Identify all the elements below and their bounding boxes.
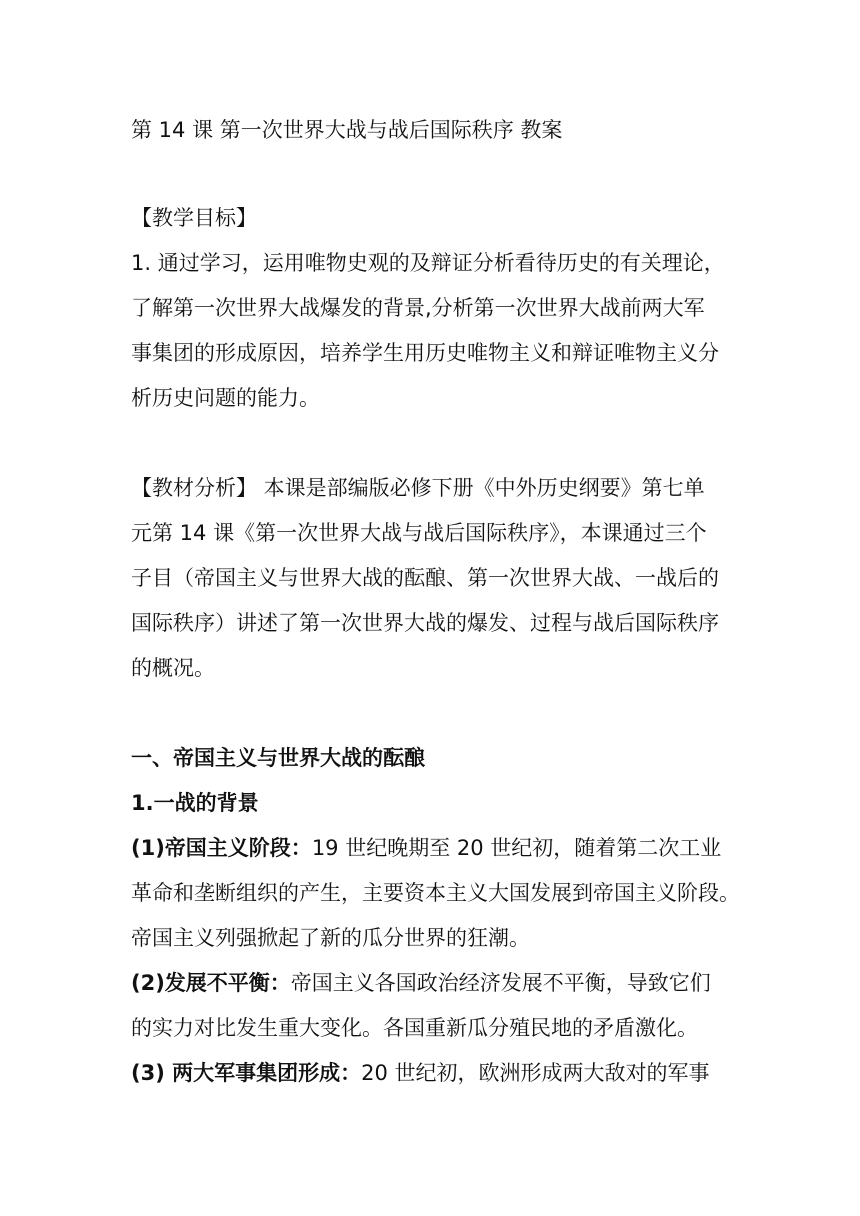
point-1-text: 帝国主义列强掀起了新的瓜分世界的狂潮。 [131,926,530,950]
analysis-line: 元第 14 课《第一次世界大战与战后国际秩序》，本课通过三个 [131,521,707,545]
analysis-heading: 【教材分析】 [131,476,257,500]
analysis-line: 的概况。 [131,656,215,680]
objectives-line: 了解第一次世界大战爆发的背景,分析第一次世界大战前两大军 [131,296,705,320]
document-title: 第 14 课 第一次世界大战与战后国际秩序 教案 [131,118,563,142]
analysis-line: 子目（帝国主义与世界大战的酝酿、第一次世界大战、一战后的 [131,566,719,590]
subsection-heading: 1.一战的背景 [131,791,259,815]
point-3-text: 20 世纪初，欧洲形成两大敌对的军事 [361,1061,710,1085]
analysis-line: 本课是部编版必修下册《中外历史纲要》第七单 [257,476,705,500]
point-1-label: (1)帝国主义阶段： [131,836,312,860]
objectives-line: 析历史问题的能力。 [131,386,320,410]
point-1-text: 革命和垄断组织的产生，主要资本主义大国发展到帝国主义阶段。 [131,881,740,905]
point-2-text: 的实力对比发生重大变化。各国重新瓜分殖民地的矛盾激化。 [131,1016,698,1040]
section-heading: 一、帝国主义与世界大战的酝酿 [131,746,425,770]
analysis-paragraph-first-line [131,473,705,503]
point-2-text: 帝国主义各国政治经济发展不平衡，导致它们 [290,971,711,995]
point-3-label: (3) 两大军事集团形成： [131,1061,362,1085]
objectives-heading: 【教学目标】 [131,206,257,230]
point-2-first-line [131,968,711,998]
point-1-first-line [131,833,721,863]
objectives-line: 事集团的形成原因，培养学生用历史唯物主义和辩证唯物主义分 [131,341,719,365]
objectives-line: 1. 通过学习，运用唯物史观的及辩证分析看待历史的有关理论， [131,251,725,275]
point-1-text: 19 世纪晚期至 20 世纪初，随着第二次工业 [311,836,722,860]
analysis-line: 国际秩序）讲述了第一次世界大战的爆发、过程与战后国际秩序 [131,611,719,635]
point-2-label: (2)发展不平衡： [131,971,291,995]
point-3-first-line [131,1058,710,1088]
